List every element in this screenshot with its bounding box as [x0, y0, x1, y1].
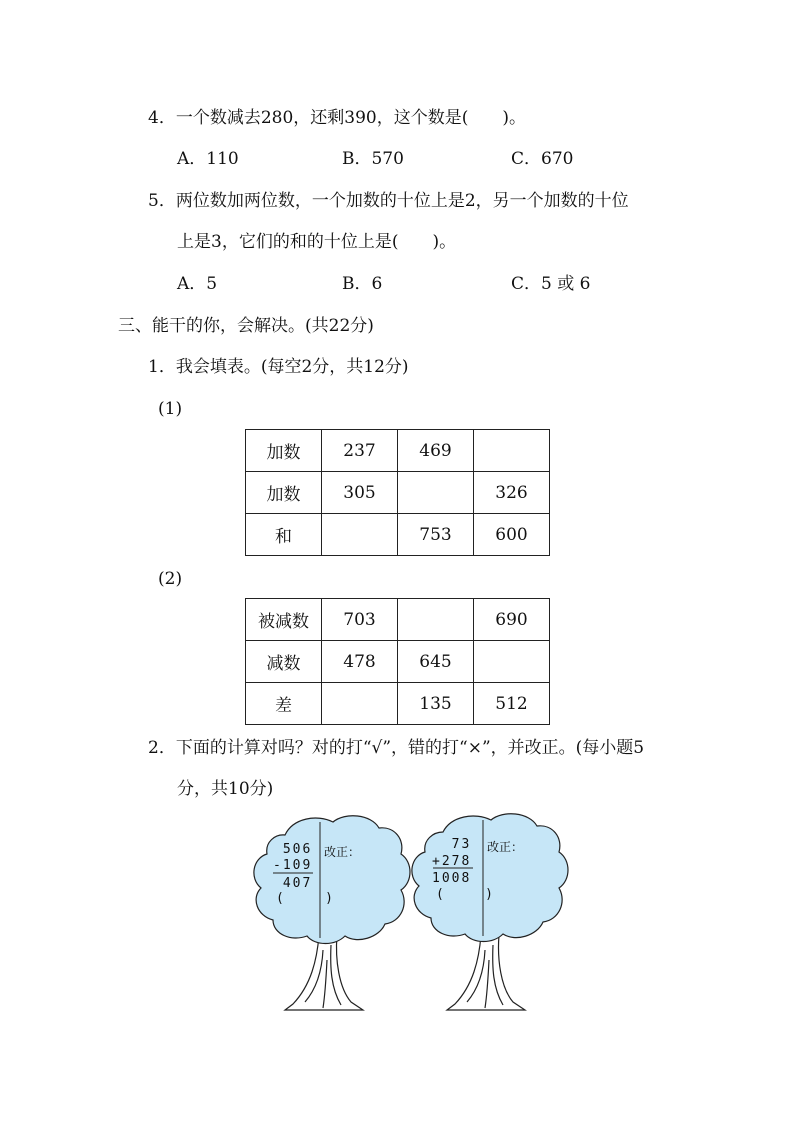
table-cell: 703 [322, 599, 398, 641]
table-row [246, 683, 550, 725]
subtraction-table [245, 598, 550, 725]
q5-line2: 上是3，它们的和的十位上是( )。 [177, 232, 457, 252]
right-calc-line3: 1008 [432, 871, 472, 886]
right-calc-line1: 73 [432, 837, 472, 852]
part2-label: (2) [158, 569, 183, 589]
table-cell: 753 [398, 514, 474, 556]
table-row [246, 599, 550, 641]
table-cell: 690 [474, 599, 550, 641]
table-row [246, 430, 550, 472]
right-answer-blank[interactable]: ( ) [436, 887, 495, 902]
table-cell: 600 [474, 514, 550, 556]
right-fix-label: 改正： [487, 840, 524, 854]
table-header-cell: 加数 [246, 430, 322, 472]
table-cell-blank[interactable] [474, 641, 550, 683]
table-header-cell: 和 [246, 514, 322, 556]
table-cell: 645 [398, 641, 474, 683]
table-header-cell: 加数 [246, 472, 322, 514]
left-fix-label: 改正： [324, 845, 361, 859]
right-tree-trunk [447, 935, 525, 1010]
table-header-cell: 被减数 [246, 599, 322, 641]
right-calc-line2: +278 [432, 854, 472, 869]
q5-option-c[interactable]: C．5 或 6 [511, 274, 591, 294]
left-calc-line3: 407 [273, 876, 313, 891]
table-cell: 478 [322, 641, 398, 683]
q4-option-c[interactable]: C．670 [511, 149, 574, 169]
table-cell-blank[interactable] [398, 599, 474, 641]
section3-q2-line2: 分，共10分) [177, 779, 274, 799]
table-cell: 135 [398, 683, 474, 725]
table-header-cell: 差 [246, 683, 322, 725]
table-row [246, 641, 550, 683]
table-cell: 326 [474, 472, 550, 514]
table-cell-blank[interactable] [322, 683, 398, 725]
table-header-cell: 减数 [246, 641, 322, 683]
section3-q1-title: 1．我会填表。(每空2分，共12分) [148, 357, 409, 377]
table-row [246, 472, 550, 514]
addition-table [245, 429, 550, 556]
part1-label: (1) [158, 399, 183, 419]
left-calc-line2: -109 [273, 858, 313, 873]
q4-option-a[interactable]: A．110 [177, 149, 239, 169]
q4-text: 4．一个数减去280，还剩390，这个数是( )。 [148, 108, 526, 128]
section3-q2-line1: 2．下面的计算对吗？对的打“√”，错的打“×”，并改正。(每小题5 [148, 738, 645, 758]
table-row [246, 514, 550, 556]
table-cell-blank[interactable] [474, 430, 550, 472]
section3-title: 三、能干的你，会解决。(共22分) [118, 316, 374, 336]
left-tree-trunk [285, 935, 363, 1010]
left-calc-line1: 506 [273, 842, 313, 857]
q5-line1: 5．两位数加两位数，一个加数的十位上是2，另一个加数的十位 [148, 191, 629, 211]
table-cell: 237 [322, 430, 398, 472]
table-cell: 512 [474, 683, 550, 725]
left-answer-blank[interactable]: ( ) [276, 891, 335, 906]
tree-illustration [245, 810, 585, 1015]
table-cell-blank[interactable] [398, 472, 474, 514]
q4-option-b[interactable]: B．570 [342, 149, 404, 169]
table-cell: 469 [398, 430, 474, 472]
q5-option-b[interactable]: B．6 [342, 274, 383, 294]
q5-option-a[interactable]: A．5 [177, 274, 218, 294]
table-cell-blank[interactable] [322, 514, 398, 556]
table-cell: 305 [322, 472, 398, 514]
